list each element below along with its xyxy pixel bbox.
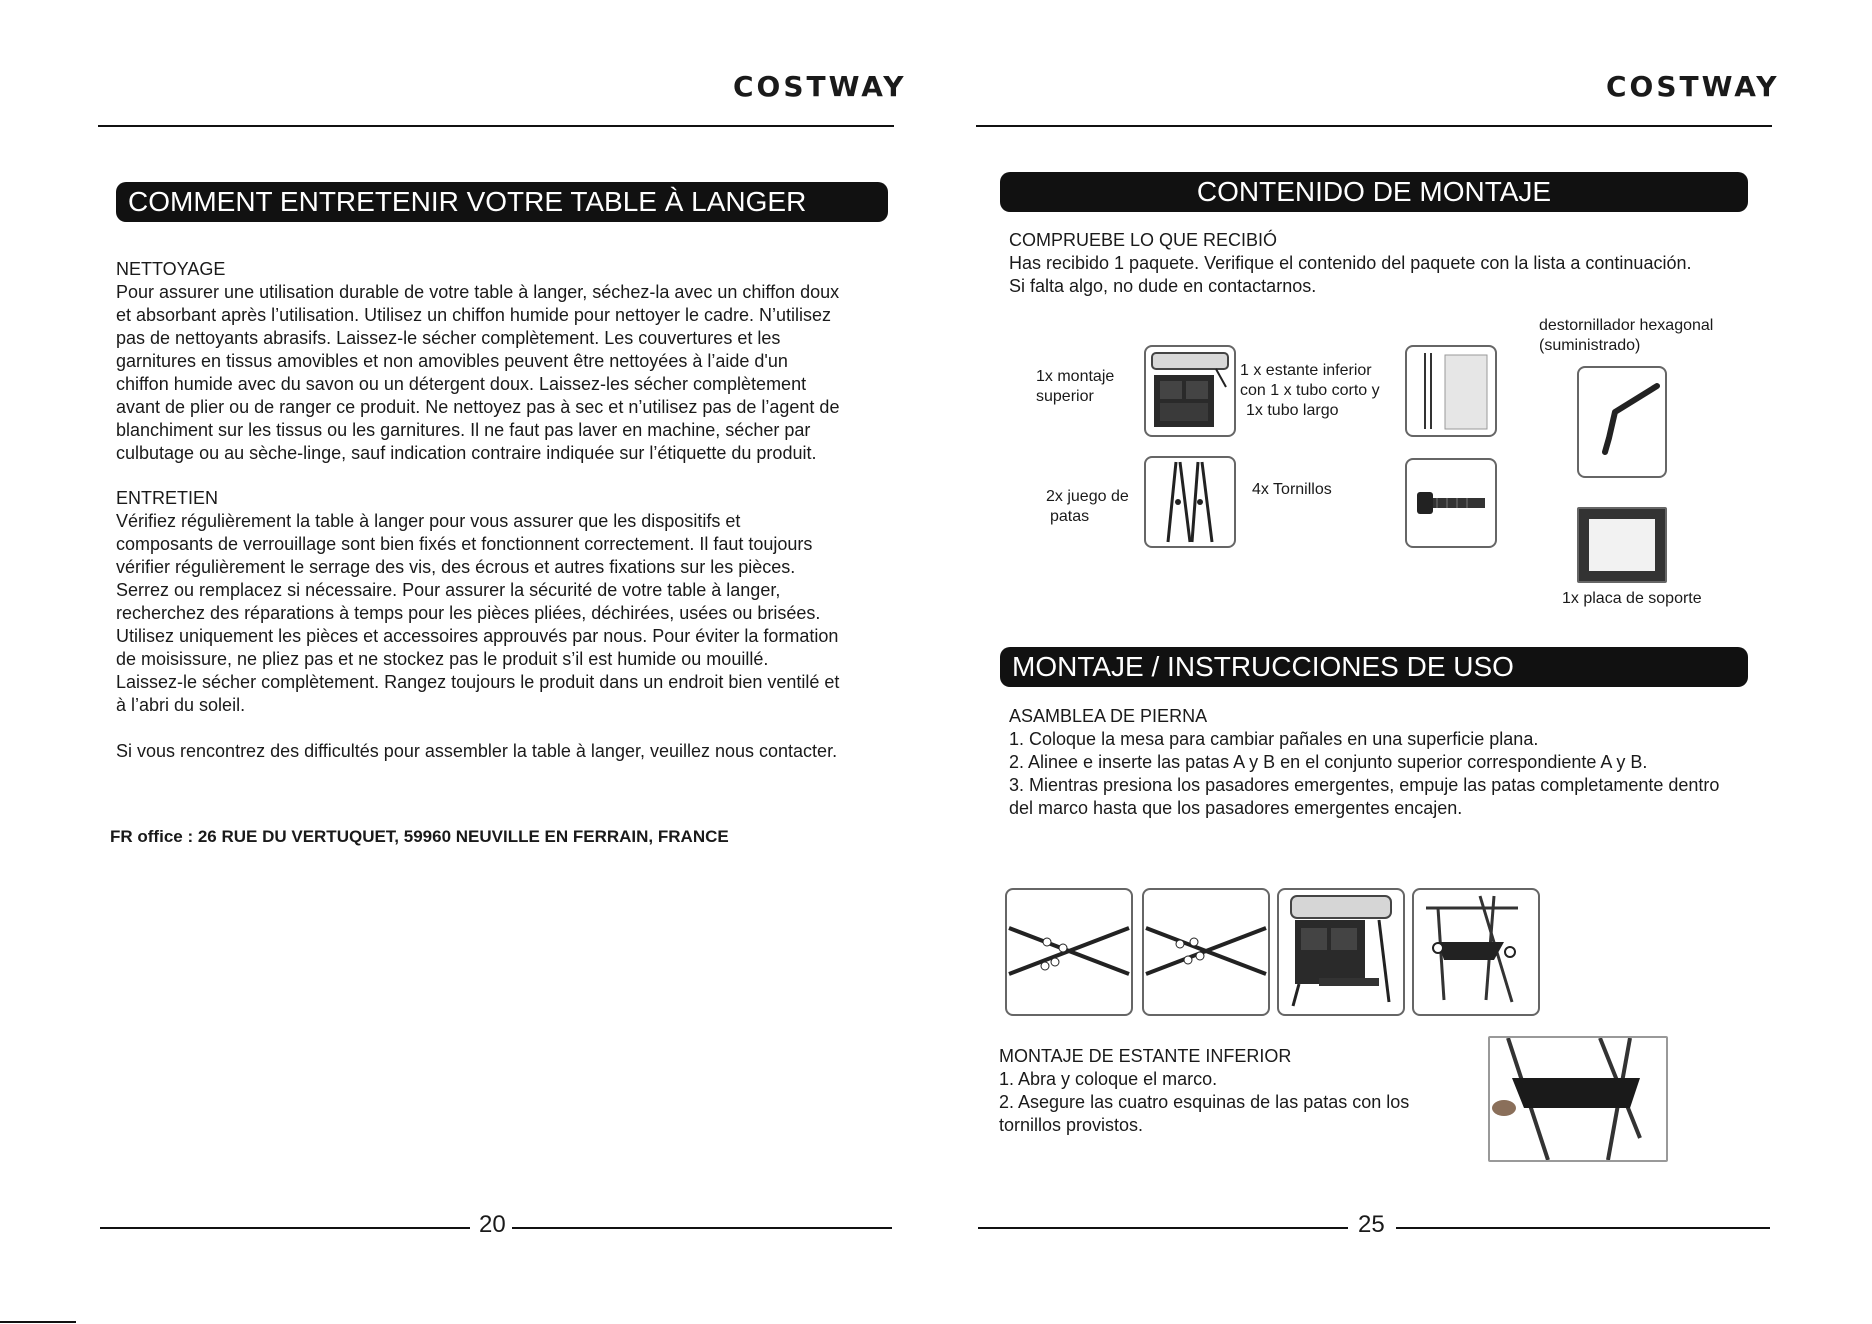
leg-assembly-heading: ASAMBLEA DE PIERNA: [1009, 706, 1208, 726]
footer-rule-left: [978, 1227, 1348, 1229]
paragraph-line: vérifier régulièrement le serrage des vis, des écrous et autres fixations sur les pièces.: [116, 557, 796, 577]
paragraph-line: avant de plier ou de ranger ce produit. Ne nettoyez pas à sec et n’utilisez pas de l’agent de: [116, 397, 840, 417]
header-rule: [976, 125, 1772, 127]
brand-logo: COSTWAY: [1606, 70, 1780, 103]
paragraph-line: culbutage ou au sèche-linge, sauf indication contraire indiquée sur l’étiquette du produit.: [116, 443, 817, 463]
paragraph-line: chiffon humide avec du savon ou un détergent doux. Laissez-les sécher complètement: [116, 374, 807, 394]
footer-rule-right: [1396, 1227, 1770, 1229]
paragraph-line: recherchez des réparations à temps pour les pièces pliées, déchirées, usées ou brisées.: [116, 603, 821, 623]
shelf-assembly-section: [999, 1045, 1479, 1137]
maintenance-heading: ENTRETIEN: [116, 488, 219, 508]
paragraph-line: Si falta algo, no dude en contactarnos.: [1009, 276, 1317, 296]
paragraph-line: Vérifiez régulièrement la table à langer pour vous assurer que les dispositifs et: [116, 511, 741, 531]
paragraph-line: blanchiment sur les tissus ou les garnitures. Il ne faut pas laver en machine, sécher par: [116, 420, 811, 440]
brand-logo: COSTWAY: [733, 70, 907, 103]
top-assembly-image: [1144, 345, 1236, 437]
step-line: 1. Coloque la mesa para cambiar pañales en una superficie plana.: [1009, 729, 1539, 749]
step-line: tornillos provistos.: [999, 1115, 1144, 1135]
footer-rule-left: [100, 1227, 470, 1229]
paragraph-line: et absorbant après l’utilisation. Utilisez un chiffon humide pour nettoyer le cadre. N’utilisez: [116, 305, 832, 325]
part-label-plate: 1x placa de soporte: [1562, 590, 1702, 607]
leg-step-image-3: [1277, 888, 1405, 1016]
footer-rule-right: [512, 1227, 892, 1229]
paragraph-line: pas de nettoyants abrasifs. Laissez-le sécher complètement. Les couvertures et les: [116, 328, 781, 348]
support-plate-image: [1577, 507, 1667, 583]
maintenance-section: [116, 487, 906, 717]
shelf-assembly-heading: MONTAJE DE ESTANTE INFERIOR: [999, 1046, 1292, 1066]
office-address: FR office : 26 RUE DU VERTUQUET, 59960 NEUVILLE EN FERRAIN, FRANCE: [110, 827, 729, 846]
leg-step-image-4: [1412, 888, 1540, 1016]
step-line: 3. Mientras presiona los pasadores emergentes, empuje las patas completamente dentro: [1009, 775, 1720, 795]
paragraph-line: de moisissure, ne pliez pas et ne stockez pas le produit s’il est humide ou mouillé.: [116, 649, 769, 669]
assembly-title: MONTAJE / INSTRUCCIONES DE USO: [1012, 651, 1514, 682]
page-number: 20: [479, 1211, 506, 1238]
legs-image: [1144, 456, 1236, 548]
right-page: [936, 0, 1872, 1324]
paragraph-line: garnitures en tissus amovibles et non amovibles peuvent être nettoyées à l’aide d'un: [116, 351, 788, 371]
step-line: 2. Asegure las cuatro esquinas de las patas con los: [999, 1092, 1410, 1112]
assembly-title-banner: [1000, 647, 1748, 687]
contents-title: CONTENIDO DE MONTAJE: [1196, 176, 1552, 207]
paragraph-line: Laissez-le sécher complètement. Rangez toujours le produit dans un endroit bien ventilé et: [116, 672, 840, 692]
check-heading: COMPRUEBE LO QUE RECIBIÓ: [1009, 230, 1278, 250]
step-line: 1. Abra y coloque el marco.: [999, 1069, 1218, 1089]
part-label-wrench: destornillador hexagonal (suministrado): [1539, 317, 1714, 354]
leg-step-image-2: [1142, 888, 1270, 1016]
contents-title-banner: [1000, 172, 1748, 212]
header-rule: [98, 125, 894, 127]
part-label-screws: 4x Tornillos: [1252, 481, 1332, 498]
paragraph-line: à l’abri du soleil.: [116, 695, 246, 715]
section-title: COMMENT ENTRETENIR VOTRE TABLE À LANGER: [128, 186, 807, 217]
corner-mark: [0, 1321, 76, 1323]
check-section: [1009, 229, 1789, 298]
paragraph-line: Utilisez uniquement les pièces et accessoires approuvés par nous. Pour éviter la formation: [116, 626, 839, 646]
contact-line: Si vous rencontrez des difficultés pour assembler la table à langer, veuillez nous contacter.: [116, 741, 838, 761]
cleaning-section: [116, 258, 906, 465]
hex-wrench-image: [1577, 366, 1667, 478]
leg-assembly-section: [1009, 705, 1809, 820]
screws-image: [1405, 458, 1497, 548]
part-label-lower-shelf: 1 x estante inferior con 1 x tubo corto y 1x tubo largo: [1240, 362, 1380, 419]
shelf-step-image: [1488, 1036, 1668, 1162]
page-number: 25: [1358, 1211, 1385, 1238]
cleaning-heading: NETTOYAGE: [116, 259, 226, 279]
paragraph-line: Serrez ou remplacez si nécessaire. Pour assurer la sécurité de votre table à langer,: [116, 580, 781, 600]
part-label-top-assembly: 1x montaje superior: [1036, 368, 1115, 405]
leg-step-image-1: [1005, 888, 1133, 1016]
step-line: 2. Alinee e inserte las patas A y B en el conjunto superior correspondiente A y B.: [1009, 752, 1648, 772]
step-line: del marco hasta que los pasadores emergentes encajen.: [1009, 798, 1463, 818]
section-title-banner: [116, 182, 888, 222]
paragraph-line: Has recibido 1 paquete. Verifique el contenido del paquete con la lista a continuación.: [1009, 253, 1692, 273]
paragraph-line: composants de verrouillage sont bien fixés et fonctionnent correctement. Il faut toujours: [116, 534, 813, 554]
part-label-legs: 2x juego de patas: [1046, 488, 1129, 525]
lower-shelf-image: [1405, 345, 1497, 437]
paragraph-line: Pour assurer une utilisation durable de votre table à langer, séchez-la avec un chiffon doux: [116, 282, 840, 302]
